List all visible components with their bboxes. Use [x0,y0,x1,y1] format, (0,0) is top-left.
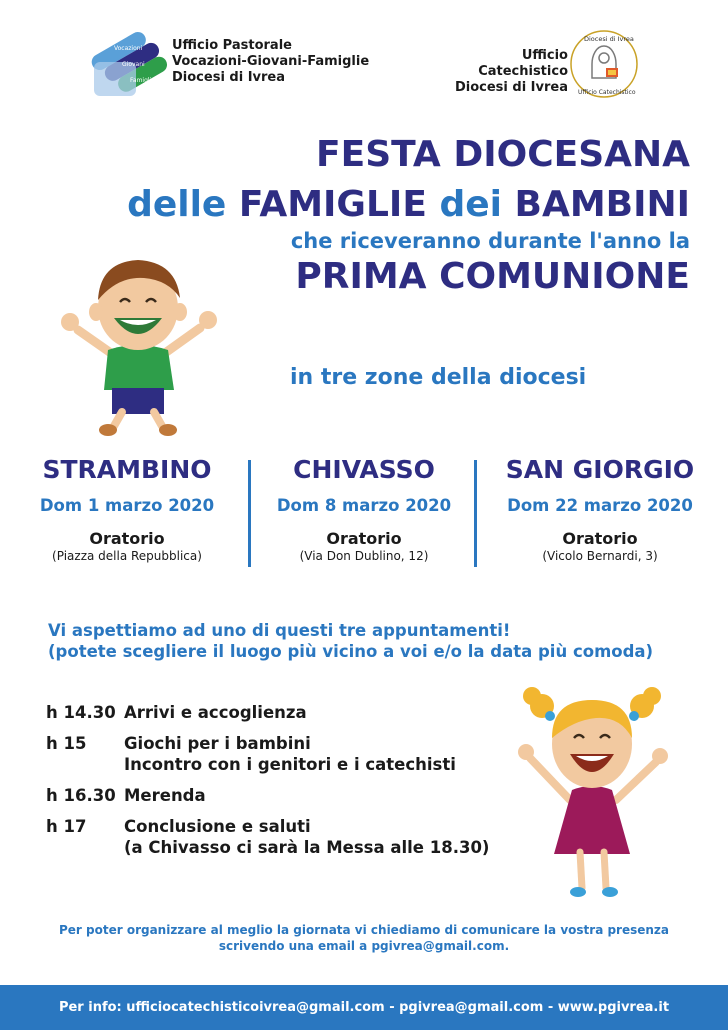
location-place: Oratorio [89,529,165,548]
location-date: Dom 1 marzo 2020 [39,496,215,515]
location-address: (Via Don Dublino, 12) [299,549,429,563]
catechetical-office-logo [568,28,640,100]
location-san-giorgio [487,455,713,563]
schedule-time: h 15 [46,734,87,753]
schedule-row [46,785,206,806]
title-word: FAMIGLIE [238,184,440,225]
catechetical-office-name [428,48,568,96]
schedule-row [46,816,311,837]
schedule-activity-continued: (a Chivasso ci sarà la Messa alle 18.30) [124,838,490,857]
schedule-row [46,733,311,754]
pastoral-office-logo [88,26,168,100]
location-city: CHIVASSO [293,455,435,484]
boy-illustration [48,250,228,440]
pastoral-office-name [172,38,369,86]
location-city: SAN GIORGIO [505,455,695,484]
office-line: Diocesi di Ivrea [172,70,286,85]
schedule-time: h 16.30 [46,786,116,805]
schedule-row [46,702,307,723]
schedule-activity-continued: Incontro con i genitori e i catechisti [124,755,456,774]
office-line: Diocesi di Ivrea [454,80,568,95]
location-strambino [14,455,240,563]
logo-word-giovani: Giovani [122,61,145,68]
title-word: dei [439,184,515,225]
column-divider [474,460,477,567]
location-date: Dom 8 marzo 2020 [276,496,452,515]
logo-word-famiglie: Famiglie [130,77,155,84]
schedule-activity: Conclusione e saluti [124,817,311,836]
office-line: Vocazioni-Giovani-Famiglie [172,54,370,69]
location-address: (Vicolo Bernardi, 3) [542,549,658,563]
title-festa-diocesana: FESTA DIOCESANA [316,134,690,175]
logo-word-vocazioni: Vocazioni [114,45,143,52]
note-line: Per poter organizzare al meglio la giornata vi chiediamo di comunicare la vostra presenza [58,923,670,937]
registration-note [40,922,688,954]
logo-word-diocese: Diocesi di Ivrea [584,35,634,43]
girl-illustration [512,678,672,904]
office-line: Ufficio Pastorale [172,38,292,53]
title-families-children [127,184,690,225]
location-date: Dom 22 marzo 2020 [507,496,693,515]
title-word: delle [127,184,239,225]
zones-heading: in tre zone della diocesi [290,365,587,390]
location-address: (Piazza della Repubblica) [52,549,202,563]
note-line: scrivendo una email a pgivrea@gmail.com. [218,939,510,953]
invite-line: Vi aspettiamo ad uno di questi tre appuntamenti! [48,621,511,640]
location-place: Oratorio [562,529,638,548]
location-chivasso [251,455,477,563]
subtitle-during-year: che riceveranno durante l'anno la [290,229,690,253]
title-first-communion: PRIMA COMUNIONE [295,256,690,297]
location-place: Oratorio [326,529,402,548]
invite-text [48,620,653,662]
location-city: STRAMBINO [42,455,212,484]
schedule-activity: Merenda [124,786,206,805]
title-word: BAMBINI [514,184,690,225]
schedule-activity: Giochi per i bambini [124,734,311,753]
schedule-time: h 14.30 [46,703,116,722]
footer-contact-info: Per info: ufficiocatechisticoivrea@gmail.com - pgivrea@gmail.com - www.pgivrea.it [58,1000,670,1015]
schedule-time: h 17 [46,817,87,836]
office-line: Ufficio Catechistico [478,48,568,79]
schedule-activity: Arrivi e accoglienza [124,703,307,722]
logo-word-office: Ufficio Catechistico [578,89,636,96]
invite-line: (potete scegliere il luogo più vicino a voi e/o la data più comoda) [48,642,654,661]
